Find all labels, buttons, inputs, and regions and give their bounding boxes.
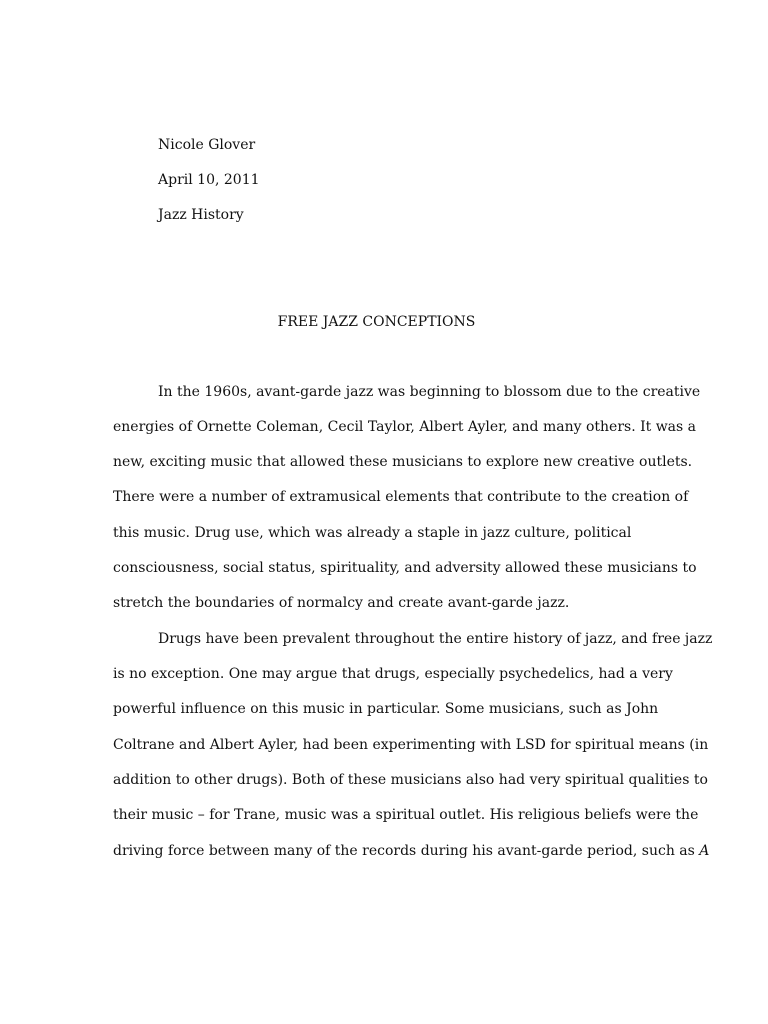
- essay-title: FREE JAZZ CONCEPTIONS: [277, 314, 476, 330]
- body-line: powerful influence on this music in particular. Some musicians, such as John: [113, 701, 659, 717]
- body-line: Coltrane and Albert Ayler, had been experimenting with LSD for spiritual means (in: [113, 737, 709, 753]
- body-line: this music. Drug use, which was already a staple in jazz culture, political: [113, 525, 632, 541]
- body-line: In the 1960s, avant-garde jazz was beginning to blossom due to the creative: [158, 384, 701, 400]
- body-line-last: [113, 842, 709, 860]
- body-line: new, exciting music that allowed these musicians to explore new creative outlets.: [113, 454, 693, 470]
- date-line: April 10, 2011: [158, 172, 260, 188]
- body-line: Drugs have been prevalent throughout the entire history of jazz, and free jazz: [158, 631, 713, 647]
- italic-title-start: A: [699, 843, 710, 859]
- body-line: There were a number of extramusical elements that contribute to the creation of: [113, 489, 689, 505]
- body-line: their music – for Trane, music was a spiritual outlet. His religious beliefs were the: [113, 807, 699, 823]
- body-line-text: driving force between many of the records during his avant-garde period, such as: [113, 843, 695, 859]
- body-line: consciousness, social status, spirituality, and adversity allowed these musicians to: [113, 560, 697, 576]
- body-line: energies of Ornette Coleman, Cecil Taylor, Albert Ayler, and many others. It was a: [113, 419, 697, 435]
- body-line: stretch the boundaries of normalcy and create avant-garde jazz.: [113, 595, 570, 611]
- course-name: Jazz History: [158, 207, 244, 223]
- body-line: addition to other drugs). Both of these musicians also had very spiritual qualities to: [113, 772, 708, 788]
- author-name: Nicole Glover: [158, 137, 256, 153]
- body-line: is no exception. One may argue that drugs, especially psychedelics, had a very: [113, 666, 673, 682]
